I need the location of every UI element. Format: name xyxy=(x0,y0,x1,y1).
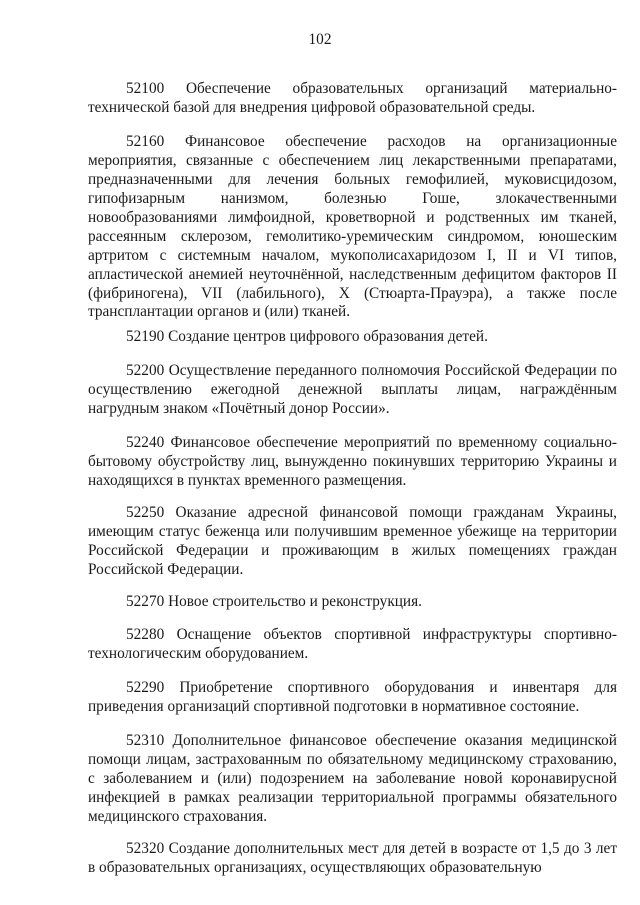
paragraph-52190: 52190 Создание центров цифрового образования детей. xyxy=(126,328,488,346)
paragraph-52320: 52320 Создание дополнительных мест для детей в возрасте от 1,5 до 3 лет в образовательных организациях, осуществляющих образовательную xyxy=(88,840,617,877)
paragraph-52160: 52160 Финансовое обеспечение расходов на организационные мероприятия, связанные с обеспечением лиц лекарственными препаратами, предназначенными для лечения больных гемофилией, муковисцидозом, гипофизарным нанизмом, болезнью Гоше, злокачественными новообразованиями лимфоидной, кроветворной и родственных им тканей, рассеянным склерозом, гемолитико-уремическим синдромом, юношеским артритом с системным началом, мукополисахаридозом I, II и VI типов, апластической анемией неуточнённой, наследственным дефицитом факторов II (фибриногена), VII (лабильного), X (Стюарта-Прауэра), а также после трансплантации органов и (или) тканей. xyxy=(88,133,617,321)
paragraph-52200: 52200 Осуществление переданного полномочия Российской Федерации по осуществлению ежегодной денежной выплаты лицам, награждённым нагрудным знаком «Почётный донор России». xyxy=(88,362,617,418)
paragraph-52270: 52270 Новое строительство и реконструкция. xyxy=(126,593,422,611)
paragraph-52290: 52290 Приобретение спортивного оборудования и инвентаря для приведения организаций спортивной подготовки в нормативное состояние. xyxy=(88,679,617,716)
paragraph-52240: 52240 Финансовое обеспечение мероприятий по временному социально-бытовому обустройству лиц, вынужденно покинувших территорию Украины и находящихся в пунктах временного размещения. xyxy=(88,434,617,490)
paragraph-52100: 52100 Обеспечение образовательных организаций материально-технической базой для внедрения цифровой образовательной среды. xyxy=(88,80,617,117)
paragraph-52280: 52280 Оснащение объектов спортивной инфраструктуры спортивно-технологическим оборудованием. xyxy=(88,626,617,663)
page-number: 102 xyxy=(308,31,332,48)
paragraph-52310: 52310 Дополнительное финансовое обеспечение оказания медицинской помощи лицам, застрахованным по обязательному медицинскому страхованию, с заболеванием и (или) подозрением на заболевание новой коронавирусной инфекцией в рамках реализации территориальной программы обязательного медицинского страхования. xyxy=(88,732,617,825)
paragraph-52250: 52250 Оказание адресной финансовой помощи гражданам Украины, имеющим статус беженца или получившим временное убежище на территории Российской Федерации и проживающим в жилых помещениях граждан Российской Федерации. xyxy=(88,504,617,579)
